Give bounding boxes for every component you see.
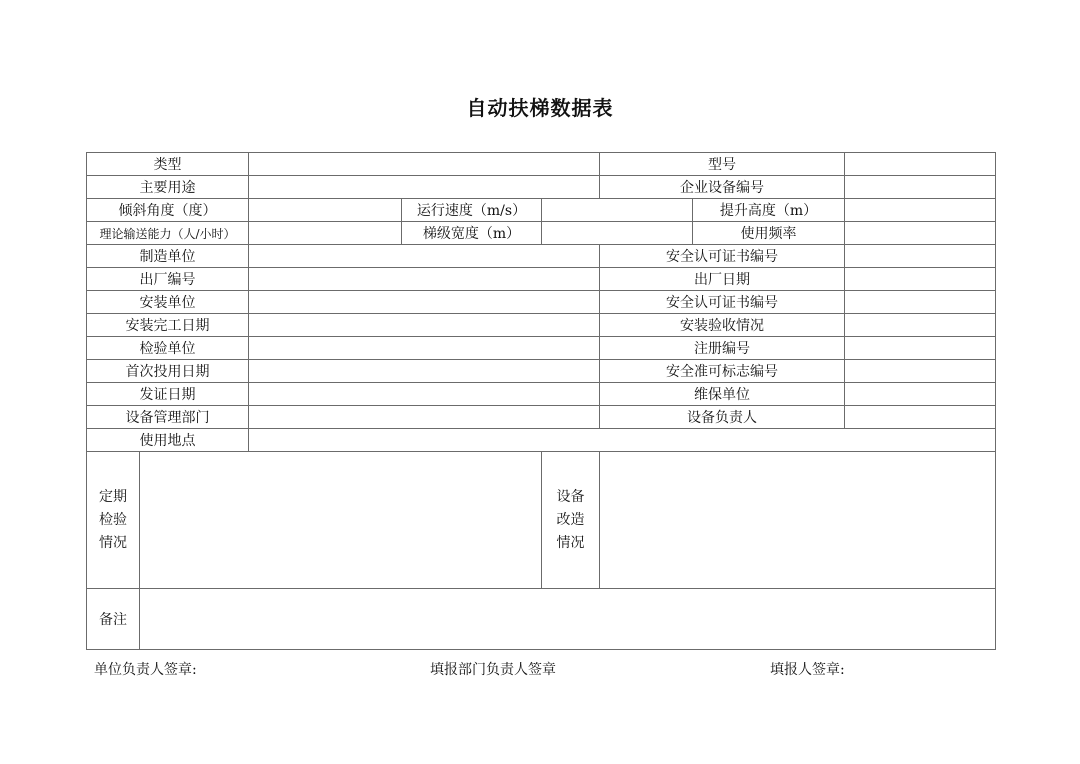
label-safety-cert-no-2: 安全认可证书编号 bbox=[600, 291, 845, 314]
label-line: 改造 bbox=[556, 511, 585, 528]
label-factory-no: 出厂编号 bbox=[87, 268, 249, 291]
label-model: 型号 bbox=[600, 153, 845, 176]
value-equipment-dept[interactable] bbox=[249, 406, 600, 429]
value-use-frequency[interactable] bbox=[845, 222, 996, 245]
unit-head-signature: 单位负责人签章: bbox=[94, 662, 197, 678]
value-safety-cert-no-2[interactable] bbox=[845, 291, 996, 314]
value-main-use[interactable] bbox=[249, 176, 600, 199]
table-row bbox=[87, 360, 996, 383]
dept-head-signature: 填报部门负责人签章 bbox=[430, 662, 556, 678]
table-row bbox=[87, 452, 996, 589]
table-row bbox=[87, 314, 996, 337]
table-row bbox=[87, 337, 996, 360]
label-line: 设备 bbox=[556, 488, 585, 505]
table-row bbox=[87, 176, 996, 199]
value-maintenance-unit[interactable] bbox=[845, 383, 996, 406]
value-install-unit[interactable] bbox=[249, 291, 600, 314]
value-install-complete-date[interactable] bbox=[249, 314, 600, 337]
table-row bbox=[87, 406, 996, 429]
label-line: 定期 bbox=[99, 488, 127, 505]
value-run-speed[interactable] bbox=[542, 199, 693, 222]
value-equipment-owner[interactable] bbox=[845, 406, 996, 429]
value-type[interactable] bbox=[249, 153, 600, 176]
label-factory-date: 出厂日期 bbox=[600, 268, 845, 291]
table-row bbox=[87, 153, 996, 176]
table-row bbox=[87, 291, 996, 314]
value-remarks[interactable] bbox=[140, 589, 996, 650]
table-row bbox=[87, 222, 996, 245]
value-manufacturer[interactable] bbox=[249, 245, 600, 268]
value-enterprise-equipment-no[interactable] bbox=[845, 176, 996, 199]
table-row bbox=[87, 268, 996, 291]
label-equipment-owner: 设备负责人 bbox=[600, 406, 845, 429]
label-remarks: 备注 bbox=[87, 589, 140, 650]
filler-signature: 填报人签章: bbox=[770, 662, 845, 678]
label-first-use-date: 首次投用日期 bbox=[87, 360, 249, 383]
value-registration-no[interactable] bbox=[845, 337, 996, 360]
form-title: 自动扶梯数据表 bbox=[466, 96, 614, 120]
label-line: 情况 bbox=[556, 534, 585, 551]
label-install-complete-date: 安装完工日期 bbox=[87, 314, 249, 337]
label-registration-no: 注册编号 bbox=[600, 337, 845, 360]
table-row bbox=[87, 429, 996, 452]
label-line: 情况 bbox=[99, 534, 127, 551]
label-lift-height: 提升高度（m） bbox=[693, 199, 845, 222]
label-type: 类型 bbox=[87, 153, 249, 176]
value-lift-height[interactable] bbox=[845, 199, 996, 222]
label-manufacturer: 制造单位 bbox=[87, 245, 249, 268]
escalator-data-table bbox=[86, 152, 996, 650]
value-periodic-inspection[interactable] bbox=[140, 452, 542, 589]
value-use-location[interactable] bbox=[249, 429, 996, 452]
table-row bbox=[87, 383, 996, 406]
value-safety-mark-no[interactable] bbox=[845, 360, 996, 383]
value-factory-date[interactable] bbox=[845, 268, 996, 291]
label-maintenance-unit: 维保单位 bbox=[600, 383, 845, 406]
label-enterprise-equipment-no: 企业设备编号 bbox=[600, 176, 845, 199]
table-row bbox=[87, 245, 996, 268]
label-equipment-dept: 设备管理部门 bbox=[87, 406, 249, 429]
label-theoretical-capacity: 理论输送能力（人/小时） bbox=[87, 222, 249, 245]
label-cert-issue-date: 发证日期 bbox=[87, 383, 249, 406]
value-step-width[interactable] bbox=[542, 222, 693, 245]
label-safety-mark-no: 安全准可标志编号 bbox=[600, 360, 845, 383]
label-main-use: 主要用途 bbox=[87, 176, 249, 199]
value-incline-angle[interactable] bbox=[249, 199, 402, 222]
value-inspection-unit[interactable] bbox=[249, 337, 600, 360]
label-install-unit: 安装单位 bbox=[87, 291, 249, 314]
label-inspection-unit: 检验单位 bbox=[87, 337, 249, 360]
label-step-width: 梯级宽度（m） bbox=[402, 222, 542, 245]
value-safety-cert-no-1[interactable] bbox=[845, 245, 996, 268]
value-model[interactable] bbox=[845, 153, 996, 176]
table-row bbox=[87, 589, 996, 650]
label-safety-cert-no-1: 安全认可证书编号 bbox=[600, 245, 845, 268]
value-theoretical-capacity[interactable] bbox=[249, 222, 402, 245]
label-use-frequency: 使用频率 bbox=[693, 222, 845, 245]
table-row bbox=[87, 199, 996, 222]
label-run-speed: 运行速度（m/s） bbox=[402, 199, 542, 222]
label-equipment-modification bbox=[542, 452, 600, 589]
value-first-use-date[interactable] bbox=[249, 360, 600, 383]
label-incline-angle: 倾斜角度（度） bbox=[87, 199, 249, 222]
label-install-acceptance: 安装验收情况 bbox=[600, 314, 845, 337]
label-line: 检验 bbox=[99, 511, 127, 528]
value-cert-issue-date[interactable] bbox=[249, 383, 600, 406]
value-equipment-modification[interactable] bbox=[600, 452, 996, 589]
value-install-acceptance[interactable] bbox=[845, 314, 996, 337]
label-periodic-inspection bbox=[87, 452, 140, 589]
value-factory-no[interactable] bbox=[249, 268, 600, 291]
label-use-location: 使用地点 bbox=[87, 429, 249, 452]
